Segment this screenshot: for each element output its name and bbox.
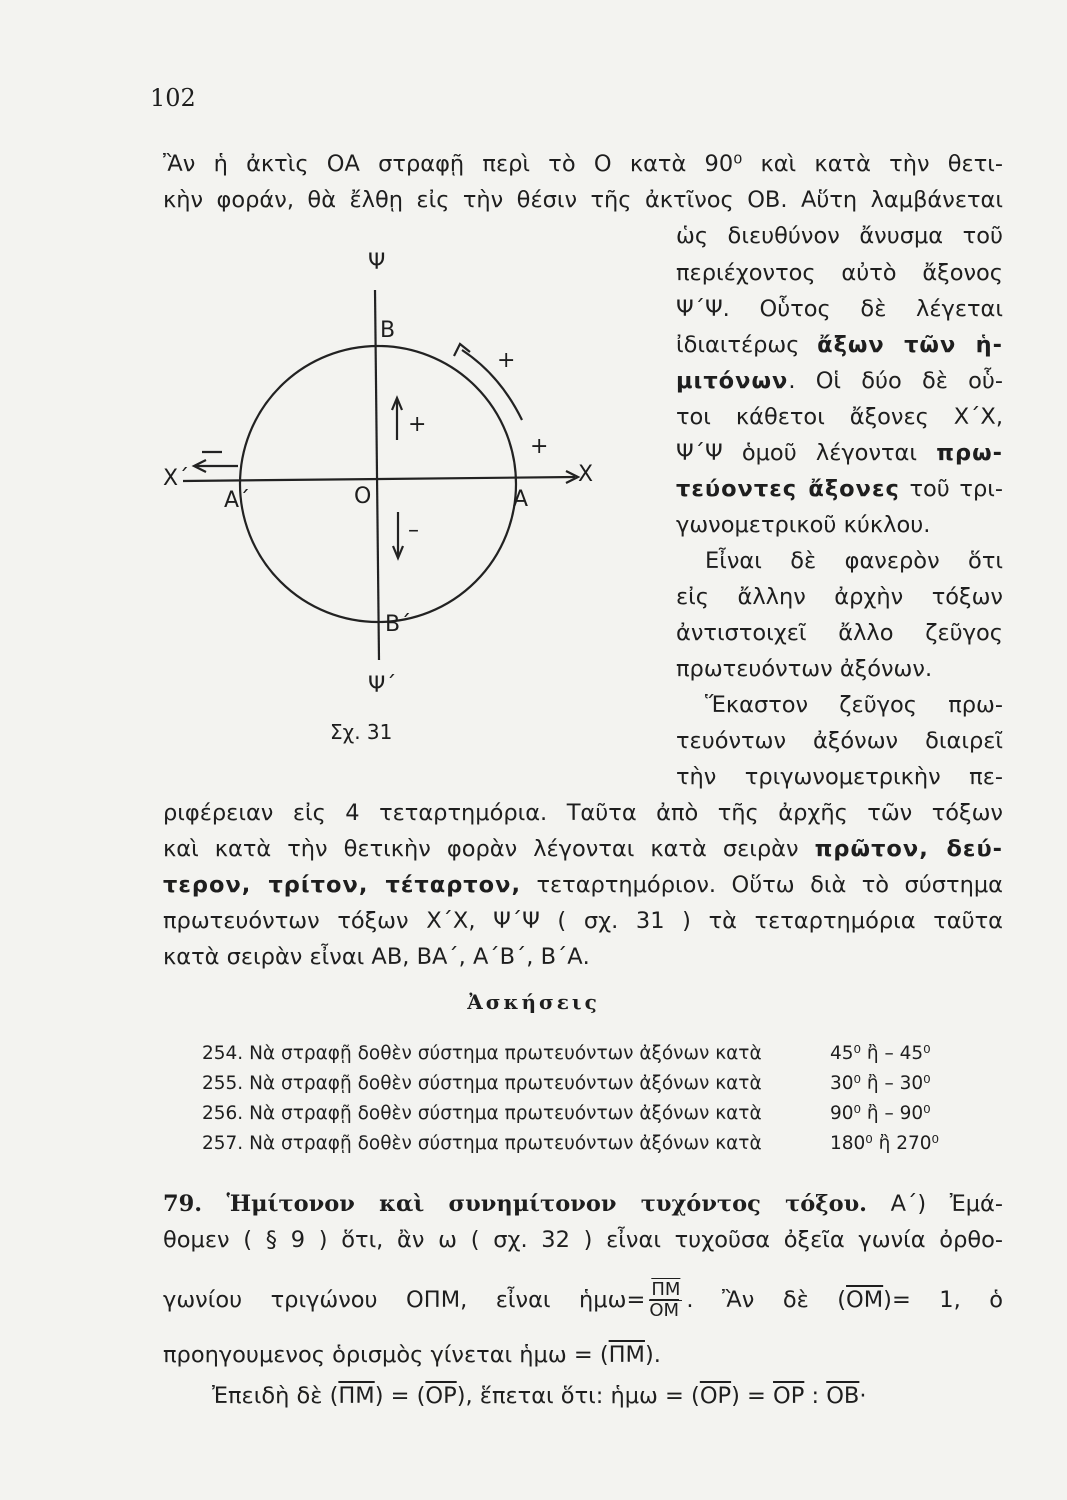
overlined-segment: $\overline{\Pi M}$ [338, 1383, 375, 1409]
section-79-title: 79. Ἡμίτονον καὶ συνημίτονον τυχόντος τόξου. [163, 1191, 868, 1217]
text-line: Ἕκαστον ζεῦγος πρω- [705, 692, 1003, 718]
fraction-denominator: ΟΜ [649, 1300, 680, 1321]
overlined-segment: $\overline{OP}$ [425, 1383, 457, 1409]
text-span: ) = ( [374, 1383, 426, 1409]
text-line: εἰς ἄλλην ἀρχὴν τόξων [676, 584, 1003, 610]
fraction-numerator: $\overline{\Pi M}$ [651, 1279, 681, 1300]
label-plus-arc: + [497, 348, 516, 373]
text-span: τεταρτημόριον. Οὕτω διὰ τὸ σύστημα [521, 872, 1004, 898]
overlined-segment: $\overline{\Pi M}$ [608, 1342, 645, 1368]
text-span: : [804, 1383, 827, 1409]
label-x-prime: X΄ [163, 466, 190, 491]
text-line: γωνομετρικοῦ κύκλου. [676, 512, 931, 538]
section-79-line [163, 1186, 1003, 1222]
fraction [649, 1280, 682, 1321]
text-line [163, 1337, 661, 1373]
exercise-item [202, 1133, 939, 1154]
text-span: ) = [731, 1383, 774, 1409]
text-line: ὡς διευθύνον ἄνυσμα τοῦ [676, 223, 1003, 249]
exercise-item [202, 1103, 931, 1124]
text-span: γωνίου τριγώνου ΟΠΜ, εἶναι ἡμω= [163, 1287, 646, 1313]
text-span: . Οἱ δύο δὲ οὗ- [788, 368, 1003, 394]
text-line: πρωτευόντων τόξων Χ΄Χ, Ψ΄Ψ ( σχ. 31 ) τὰ τεταρτημόρια ταῦτα [163, 908, 1003, 934]
label-a-prime: A΄ [224, 488, 251, 513]
text-line: Εἶναι δὲ φανερὸν ὅτι [705, 548, 1003, 574]
text-line: Ἂν ἡ ἀκτὶς ΟΑ στραφῇ περὶ τὸ Ο κατὰ 90⁰ καὶ κατὰ τὴν θετι- [163, 151, 1003, 177]
bold-term: ἄξων τῶν ἡ- [817, 332, 1003, 358]
text-span: · [859, 1383, 867, 1409]
bold-term: τεύοντες ἄξονες [676, 476, 900, 502]
bold-term: τερον, τρίτον, τέταρτον, [163, 872, 521, 898]
bold-term: πρω- [936, 440, 1003, 466]
text-span: καὶ κατὰ τὴν θετικὴν φορὰν λέγονται κατὰ σειρὰν [163, 836, 815, 862]
text-line: τοι κάθετοι ἄξονες Χ΄Χ, [676, 404, 1003, 430]
exercise-value: 30⁰ ἢ – 30⁰ [830, 1073, 931, 1094]
label-b: B [380, 318, 396, 343]
overlined-segment: $\overline{OM}$ [846, 1287, 884, 1313]
exercise-item [202, 1043, 931, 1064]
text-line: πρωτευόντων ἀξόνων. [676, 656, 933, 682]
text-span: προηγουμενος ὁρισμὸς γίνεται ἡμω = ( [163, 1342, 609, 1368]
label-psi-prime: Ψ΄ [368, 673, 397, 698]
exercise-text: 257. Νὰ στραφῇ δοθὲν σύστημα πρωτευόντων ἀξόνων κατὰ [202, 1133, 762, 1154]
label-psi: Ψ [368, 250, 386, 275]
bold-term: πρῶτον, δεύ- [814, 836, 1003, 862]
exercise-value: 45⁰ ἢ – 45⁰ [830, 1043, 931, 1064]
bold-term: μιτόνων [676, 368, 789, 394]
text-line: περιέχοντος αὐτὸ ἄξονος [676, 260, 1003, 286]
label-plus-up: + [408, 412, 427, 437]
page-number: 102 [150, 84, 196, 112]
text-line: κὴν φοράν, θὰ ἔλθῃ εἰς τὴν θέσιν τῆς ἀκτῖνος ΟΒ. Αὕτη λαμβάνεται [163, 187, 1003, 213]
text-span: . Ἂν δὲ ( [686, 1287, 847, 1313]
text-span: ἰδιαιτέρως [676, 332, 818, 358]
text-line: τὴν τριγωνομετρικὴν πε- [676, 764, 1003, 790]
text-line: Ψ΄Ψ. Οὗτος δὲ λέγεται [676, 296, 1003, 322]
text-line: ριφέρειαν εἰς 4 τεταρτημόρια. Ταῦτα ἀπὸ τῆς ἀρχῆς τῶν τόξων [163, 800, 1003, 826]
exercise-text: 255. Νὰ στραφῇ δοθὲν σύστημα πρωτευόντων ἀξόνων κατὰ [202, 1073, 762, 1094]
label-x: X [578, 462, 594, 487]
text-span: Ἐπειδὴ δὲ ( [212, 1383, 339, 1409]
exercise-value: 90⁰ ἢ – 90⁰ [830, 1103, 931, 1124]
label-a: A [513, 487, 529, 512]
label-plus-x: + [530, 434, 549, 459]
text-span: )= 1, ὁ [883, 1287, 1004, 1313]
text-line: τευόντων ἀξόνων διαιρεῖ [676, 728, 1003, 754]
overlined-segment: $\overline{OB}$ [826, 1383, 860, 1409]
exercise-text: 254. Νὰ στραφῇ δοθὲν σύστημα πρωτευόντων ἀξόνων κατὰ [202, 1043, 762, 1064]
text-line [163, 1278, 1003, 1322]
overlined-segment: $\overline{OP}$ [699, 1383, 732, 1409]
exercise-text: 256. Νὰ στραφῇ δοθὲν σύστημα πρωτευόντων ἀξόνων κατὰ [202, 1103, 762, 1124]
text-span: ), ἕπεται ὅτι: ἡμω = ( [456, 1383, 700, 1409]
figure-caption: Σχ. 31 [330, 720, 393, 744]
text-line: θομεν ( § 9 ) ὅτι, ἂν ω ( σχ. 32 ) εἶναι τυχοῦσα ὀξεῖα γωνία ὀρθο- [163, 1227, 1003, 1253]
label-o: O [354, 484, 372, 509]
text-line: κατὰ σειρὰν εἶναι ΑΒ, ΒΑ΄, Α΄Β΄, Β΄Α. [163, 944, 590, 970]
text-span: ). [644, 1342, 661, 1368]
text-line [212, 1378, 867, 1414]
exercises-heading: Ἀσκήσεις [467, 990, 600, 1014]
label-b-prime: B΄ [385, 612, 412, 637]
label-minus-down: – [408, 518, 419, 543]
overlined-segment: $\overline{OP}$ [773, 1383, 805, 1409]
exercise-value: 180⁰ ἢ 270⁰ [830, 1133, 939, 1154]
exercise-item [202, 1073, 931, 1094]
text-span: Α΄) Ἐμά- [867, 1191, 1003, 1217]
text-span: τοῦ τρι- [899, 476, 1003, 502]
text-line: ἀντιστοιχεῖ ἄλλο ζεῦγος [676, 620, 1003, 646]
text-span: Ψ΄Ψ ὁμοῦ λέγονται [676, 440, 937, 466]
